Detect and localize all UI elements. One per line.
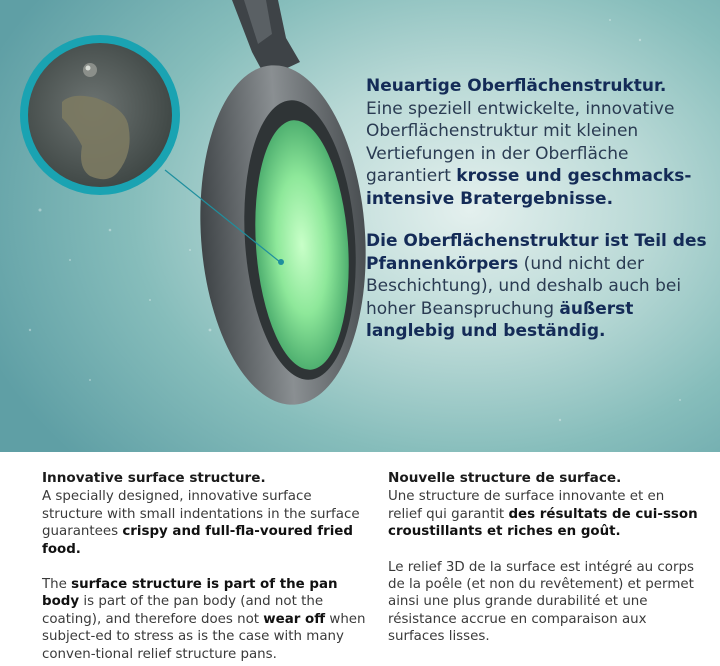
- english-paragraph-1: A specially designed, innovative surface structure with small indentations in the surface guarantees crispy and full-fla-voured fried food.: [42, 489, 360, 557]
- french-paragraph-1: Une structure de surface innovante et en relief qui garantit des résultats de cui-sson croustillants et riches en goût.: [388, 489, 698, 540]
- french-column: [388, 470, 698, 646]
- german-paragraph-2: Die Oberflächenstruktur ist Teil des Pfannenkörpers (und nicht der Beschichtung), und deshalb auch bei hoher Beanspruchung äußerst langlebig und beständig.: [366, 231, 707, 341]
- english-paragraph-2: The surface structure is part of the pan body is part of the pan body (and not the coating), and therefore does not wear off when subject-ed to stress as is the case with many conven-tional relief structure pans.: [42, 577, 366, 662]
- translations-section: [0, 452, 720, 666]
- english-column: [42, 470, 372, 663]
- french-paragraph-2: Le relief 3D de la surface est intégré au corps de la poêle (et non du revêtement) et permet ainsi une plus grande durabilité et une résistance accrue en comparaison aux surfaces lisses.: [388, 559, 694, 645]
- german-description: [366, 75, 716, 343]
- german-heading: Neuartige Oberflächenstruktur.: [366, 76, 667, 96]
- german-paragraph-1: Neuartige Oberflächenstruktur. Eine speziell entwickelte, innovative Oberflächenstruktur mit kleinen Vertiefungen in der Oberfläche garantiert krosse und geschmacks-intensive Bratergebnisse.: [366, 76, 692, 209]
- french-heading: Nouvelle structure de surface.: [388, 470, 622, 486]
- english-heading: Innovative surface structure.: [42, 470, 266, 486]
